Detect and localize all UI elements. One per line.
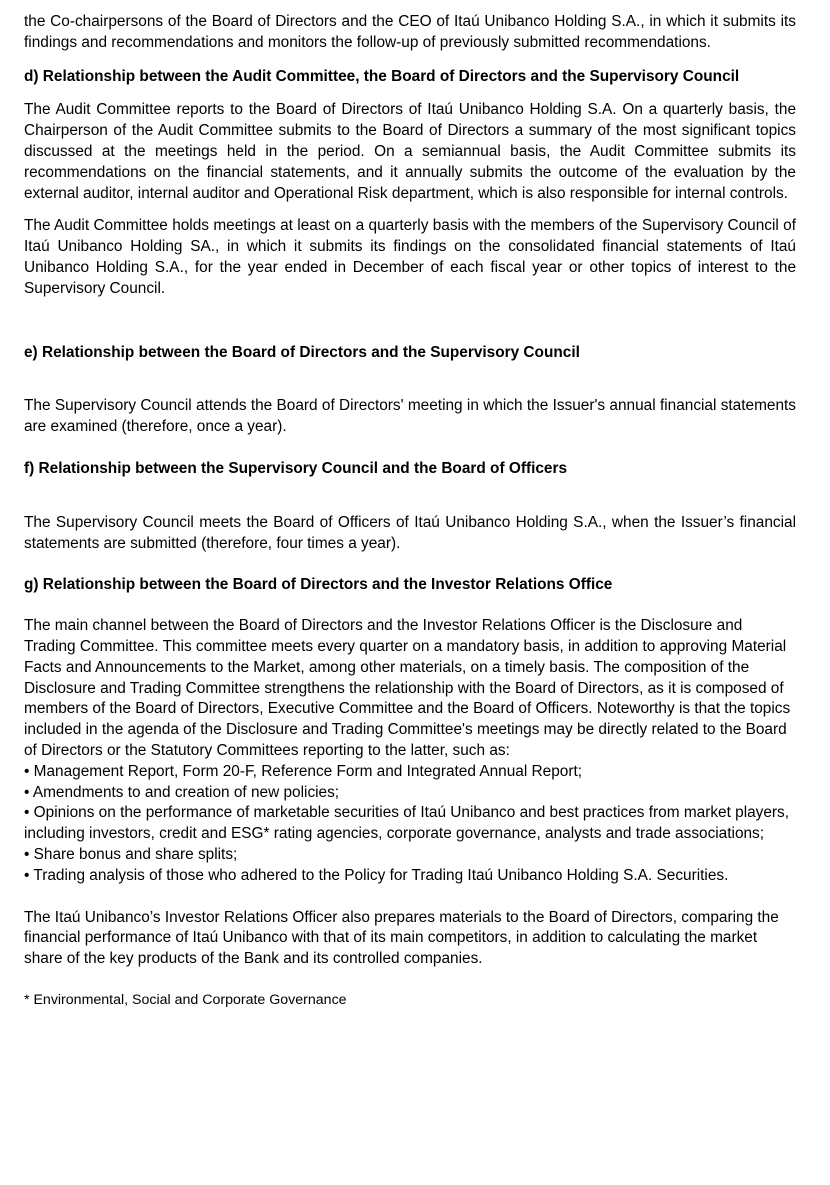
section-f-paragraph: The Supervisory Council meets the Board of Officers of Itaú Unibanco Holding S.A., when the Issuer’s financial statements are submitted (therefore, four times a year). <box>24 513 796 552</box>
list-item: • Opinions on the performance of marketable securities of Itaú Unibanco and best practices from market players, including investors, credit and ESG* rating agencies, corporate governance, analysts and trade associations; <box>24 804 790 843</box>
section-g-bullet-list <box>24 762 796 887</box>
section-d-paragraph-1: The Audit Committee reports to the Board of Directors of Itaú Unibanco Holding S.A. On a quarterly basis, the Chairperson of the Audit Committee submits to the Board of Directors a summary of the most significant topics discussed at the meetings held in the period. On a semiannual basis, the Audit Committee submits its recommendations on the financial statements, and it annually submits the outcome of the evaluation by the external auditor, internal auditor and Operational Risk department, which is also responsible for internal controls. <box>24 101 796 202</box>
continuation-paragraph: the Co-chairpersons of the Board of Directors and the CEO of Itaú Unibanco Holding S.A., in which it submits its findings and recommendations and monitors the follow-up of previously submitted recommendations. <box>24 13 796 51</box>
document-page <box>24 12 796 1010</box>
section-e-paragraph: The Supervisory Council attends the Board of Directors' meeting in which the Issuer's annual financial statements are examined (therefore, once a year). <box>24 397 796 436</box>
list-item: • Management Report, Form 20-F, Reference Form and Integrated Annual Report; <box>24 762 583 780</box>
list-item: • Amendments to and creation of new policies; <box>24 783 340 801</box>
section-d-heading: d) Relationship between the Audit Committee, the Board of Directors and the Supervisory Council <box>24 67 740 85</box>
section-f-heading: f) Relationship between the Supervisory Council and the Board of Officers <box>24 459 568 477</box>
footnote: * Environmental, Social and Corporate Governance <box>24 991 347 1008</box>
list-item: • Share bonus and share splits; <box>24 845 238 863</box>
section-g-heading: g) Relationship between the Board of Directors and the Investor Relations Office <box>24 576 613 594</box>
section-e-heading: e) Relationship between the Board of Directors and the Supervisory Council <box>24 343 580 361</box>
section-d-paragraph-2: The Audit Committee holds meetings at least on a quarterly basis with the members of the Supervisory Council of Itaú Unibanco Holding SA., in which it submits its findings on the consolidated financial statements of Itaú Unibanco Holding S.A., for the year ended in December of each fiscal year or other topics of interest to the Supervisory Council. <box>24 217 796 297</box>
section-g-intro: The main channel between the Board of Directors and the Investor Relations Officer is the Disclosure and Trading Committee. This committee meets every quarter on a mandatory basis, in addition to approving Material Facts and Announcements to the Market, among other materials, on a timely basis. The composition of the Disclosure and Trading Committee strengthens the relationship with the Board of Directors, as it is composed of members of the Board of Directors, Executive Committee and the Board of Officers. Noteworthy is that the topics included in the agenda of the Disclosure and Trading Committee's meetings may be directly related to the Board of Directors or the Statutory Committees reporting to the latter, such as: <box>24 617 791 759</box>
section-g-closing: The Itaú Unibanco’s Investor Relations Officer also prepares materials to the Board of Directors, comparing the financial performance of Itaú Unibanco with that of its main competitors, in addition to calculating the market share of the key products of the Bank and its controlled companies. <box>24 908 779 968</box>
list-item: • Trading analysis of those who adhered to the Policy for Trading Itaú Unibanco Holding S.A. Securities. <box>24 866 729 884</box>
